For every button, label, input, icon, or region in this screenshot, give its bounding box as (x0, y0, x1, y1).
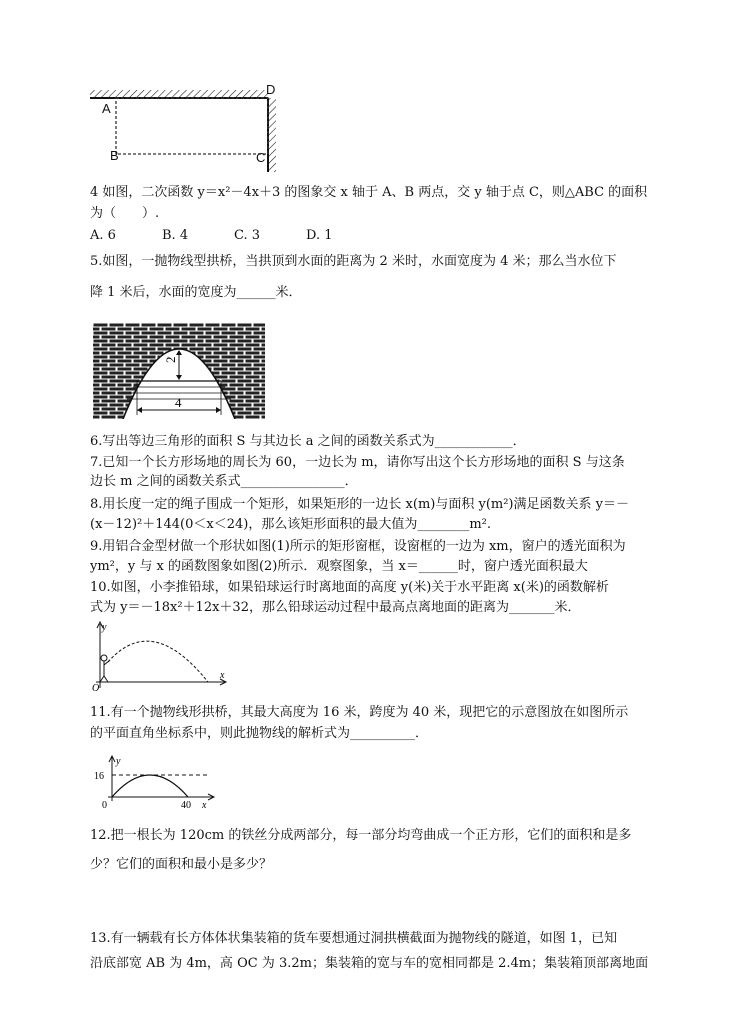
q11-line1: 11.有一个抛物线形拱桥，其最大高度为 16 米，跨度为 40 米，现把它的示意图放在如图所示 (90, 705, 629, 720)
q12-line1: 12.把一根长为 120cm 的铁丝分成两部分，每一部分均弯曲成一个正方形，它们的面积和是多 (90, 828, 632, 843)
q7-line1: 7.已知一个长方形场地的周长为 60，一边长为 m，请你写出这个长方形场地的面积 S 与这条 (90, 455, 625, 470)
label-d: D (266, 82, 276, 97)
q10-x-label: x (220, 670, 225, 681)
q5-bridge-figure (93, 323, 265, 419)
q7-line2: 边长 m 之间的函数关系式________________． (90, 474, 358, 489)
label-b: B (110, 148, 119, 163)
height-label: 2 (163, 356, 178, 363)
q10-y-label: y (102, 622, 107, 633)
q10-shotput-figure (90, 620, 230, 692)
q12-line2: 少？它们的面积和最小是多少？ (90, 857, 273, 872)
q11-x-label: x (202, 800, 207, 811)
shotput-person-leg-l (100, 676, 104, 682)
top-figure (88, 82, 288, 172)
q4-line1: 4 如图，二次函数 y＝x²－4x＋3 的图象交 x 轴于 A、B 两点，交 y 轴于点 C，则△ABC 的面积 (90, 185, 648, 200)
q10-shotput-svg (90, 620, 230, 692)
q13-line2: 沿底部宽 AB 为 4m，高 OC 为 3.2m；集装箱的宽与车的宽相同都是 2.4m；集装箱顶部离地面 (90, 956, 649, 971)
q11-y-label: y (116, 756, 121, 767)
q8-line2: (x－12)²＋144(0＜x＜24)，那么该矩形面积的最大值为________m². (90, 517, 492, 532)
q10-line1: 10.如图，小李推铅球，如果铅球运行时离地面的高度 y(米)关于水平距离 x(米)的函数解析 (90, 580, 609, 595)
q10-origin-label: O (92, 683, 100, 692)
q11-parabola (112, 775, 188, 797)
q8-line1: 8.用长度一定的绳子围成一个矩形，如果矩形的一边长 x(m)与面积 y(m²)满足函数关系 y＝－ (90, 497, 629, 512)
q9-line2: ym²，y 与 x 的函数图象如图(2)所示．观察图象，当 x＝______时，窗户透光面积最大 (90, 559, 588, 574)
q4-option-b: B. 4 (162, 228, 189, 243)
shotput-trajectory (108, 641, 208, 682)
q11-tick-16: 16 (94, 771, 104, 782)
q9-line1: 9.用铝合金型材做一个形状如图(1)所示的矩形窗框，设窗框的一边为 xm，窗户的透光面积为 (90, 539, 626, 554)
q11-line2: 的平面直角坐标系中，则此抛物线的解析式为__________． (90, 726, 429, 741)
label-c: C (256, 150, 266, 165)
q6-line1: 6.写出等边三角形的面积 S 与其边长 a 之间的函数关系式为____________． (90, 434, 526, 449)
q4-option-c: C. 3 (234, 228, 261, 243)
q5-line2: 降 1 米后，水面的宽度为______米． (90, 285, 302, 300)
q10-line2: 式为 y＝－18x²＋12x＋32，那么铅球运动过程中最高点离地面的距离为_______米． (90, 600, 581, 615)
q5-bridge-svg (93, 323, 265, 419)
ceiling-hatch (90, 90, 268, 98)
q4-option-d: D. 1 (306, 228, 333, 243)
q4-option-a: A. 6 (90, 228, 116, 243)
shotput-person-head (101, 655, 107, 661)
wall-hatch (268, 98, 276, 172)
rope-rectangle (116, 98, 268, 154)
q4-line2: 为（ ）. (90, 206, 160, 221)
q11-arch-svg (90, 755, 220, 811)
width-label: 4 (175, 395, 182, 410)
q5-line1: 5.如图，一抛物线型拱桥，当拱顶到水面的距离为 2 米时，水面宽度为 4 米；那么当水位下 (90, 254, 617, 269)
label-a: A (102, 101, 111, 116)
q11-tick-0: 0 (102, 800, 107, 811)
q11-tick-40: 40 (181, 800, 191, 811)
q11-arch-figure (90, 755, 220, 811)
q13-line1: 13.有一辆载有长方体体状集装箱的货车要想通过洞拱横截面为抛物线的隧道，如图 1，已知 (90, 931, 618, 946)
q4-options (90, 226, 670, 245)
shotput-person-leg-r (104, 676, 108, 682)
